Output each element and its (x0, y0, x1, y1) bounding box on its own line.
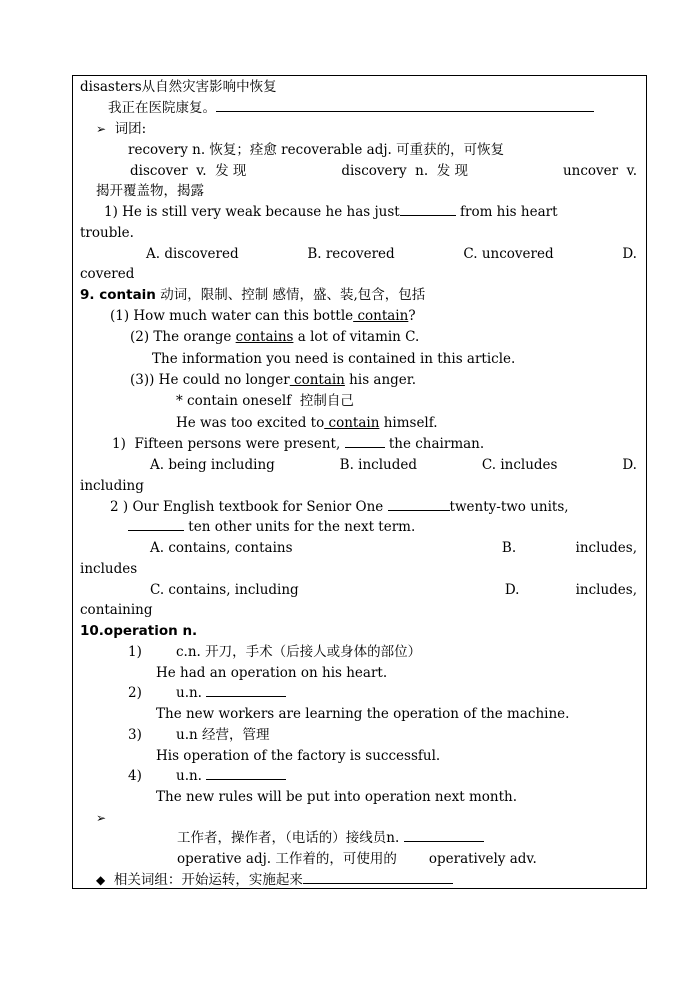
text-line: A. being including B. included C. includes D. (150, 457, 637, 473)
text-line: (2) The orange contains a lot of vitamin C. (130, 329, 420, 345)
text-line: c.n. 开刀，手术（后接人或身体的部位） (176, 644, 422, 660)
text-line: 揭开覆盖物，揭露 (96, 183, 204, 199)
text-line: He was too excited to contain himself. (176, 415, 438, 431)
text-line: recovery n. 恢复；痊愈 recoverable adj. 可重获的，可恢复 (128, 142, 505, 158)
section-heading: 10.operation n. (80, 623, 198, 639)
text-line: ➢ 词团: (96, 121, 147, 137)
diamond-bullet-icon: ◆ (96, 873, 106, 887)
text-line: u.n. (176, 684, 286, 702)
text-line: A. discovered B. recovered C. uncovered D. (146, 246, 637, 262)
text-line: 3) (128, 727, 142, 743)
text-line: ◆ 相关词组：开始运转，实施起来 (96, 871, 453, 889)
answer-blank[interactable] (400, 203, 456, 216)
text-line: u.n 经营，管理 (176, 727, 270, 743)
answer-blank[interactable] (404, 829, 484, 842)
text-line: 4) (128, 768, 142, 784)
text-line: ten other units for the next term. (128, 518, 415, 536)
text-line: trouble. (80, 225, 134, 241)
text-line: 工作者，操作者，（电话的）接线员n. (177, 829, 484, 847)
text-line: covered (80, 266, 135, 282)
answer-blank[interactable] (206, 684, 286, 697)
text-line: operative adj. 工作着的，可使用的 operatively adv. (177, 851, 537, 867)
text-line: 1) Fifteen persons were present, the chairman. (112, 436, 485, 452)
answer-blank[interactable] (345, 435, 385, 448)
answer-blank[interactable] (303, 871, 453, 884)
text-line: containing (80, 602, 153, 618)
section-heading: 9. contain 动词，限制、控制 感情，盛、装,包含，包括 (80, 287, 426, 303)
text-line: (1) How much water can this bottle contain? (110, 308, 416, 324)
text-line: He had an operation on his heart. (156, 665, 388, 681)
text-line: 2 ) Our English textbook for Senior One twenty-two units, (110, 499, 569, 515)
text-line: (3)) He could no longer contain his anger. (130, 372, 417, 388)
arrow-bullet-icon: ➢ (96, 811, 107, 825)
text-line: discover v. 发 现 discovery n. 发 现 uncover v. (130, 163, 637, 179)
text-line: 2) (128, 685, 142, 701)
text-line: * contain oneself 控制自己 (176, 393, 354, 409)
answer-blank[interactable] (216, 99, 594, 112)
text-line: 我正在医院康复。 (108, 99, 594, 117)
text-line: His operation of the factory is successful. (156, 748, 441, 764)
text-line: C. contains, including D. includes, (150, 582, 637, 598)
text-line: includes (80, 561, 138, 577)
text-line: 1) He is still very weak because he has just from his heart (104, 204, 558, 220)
text-line: The new workers are learning the operation of the machine. (156, 706, 570, 722)
answer-blank[interactable] (206, 767, 286, 780)
answer-blank[interactable] (388, 498, 450, 511)
text-line: u.n. (176, 767, 286, 785)
text-line: A. contains, contains B. includes, (150, 540, 637, 556)
text-line: 1) (128, 644, 142, 660)
text-line: disasters从自然灾害影响中恢复 (80, 79, 277, 95)
text-line: The new rules will be put into operation next month. (156, 789, 517, 805)
text-line: The information you need is contained in this article. (152, 351, 516, 367)
answer-blank[interactable] (128, 518, 184, 531)
arrow-bullet-icon: ➢ (96, 122, 107, 136)
text-line: including (80, 478, 144, 494)
